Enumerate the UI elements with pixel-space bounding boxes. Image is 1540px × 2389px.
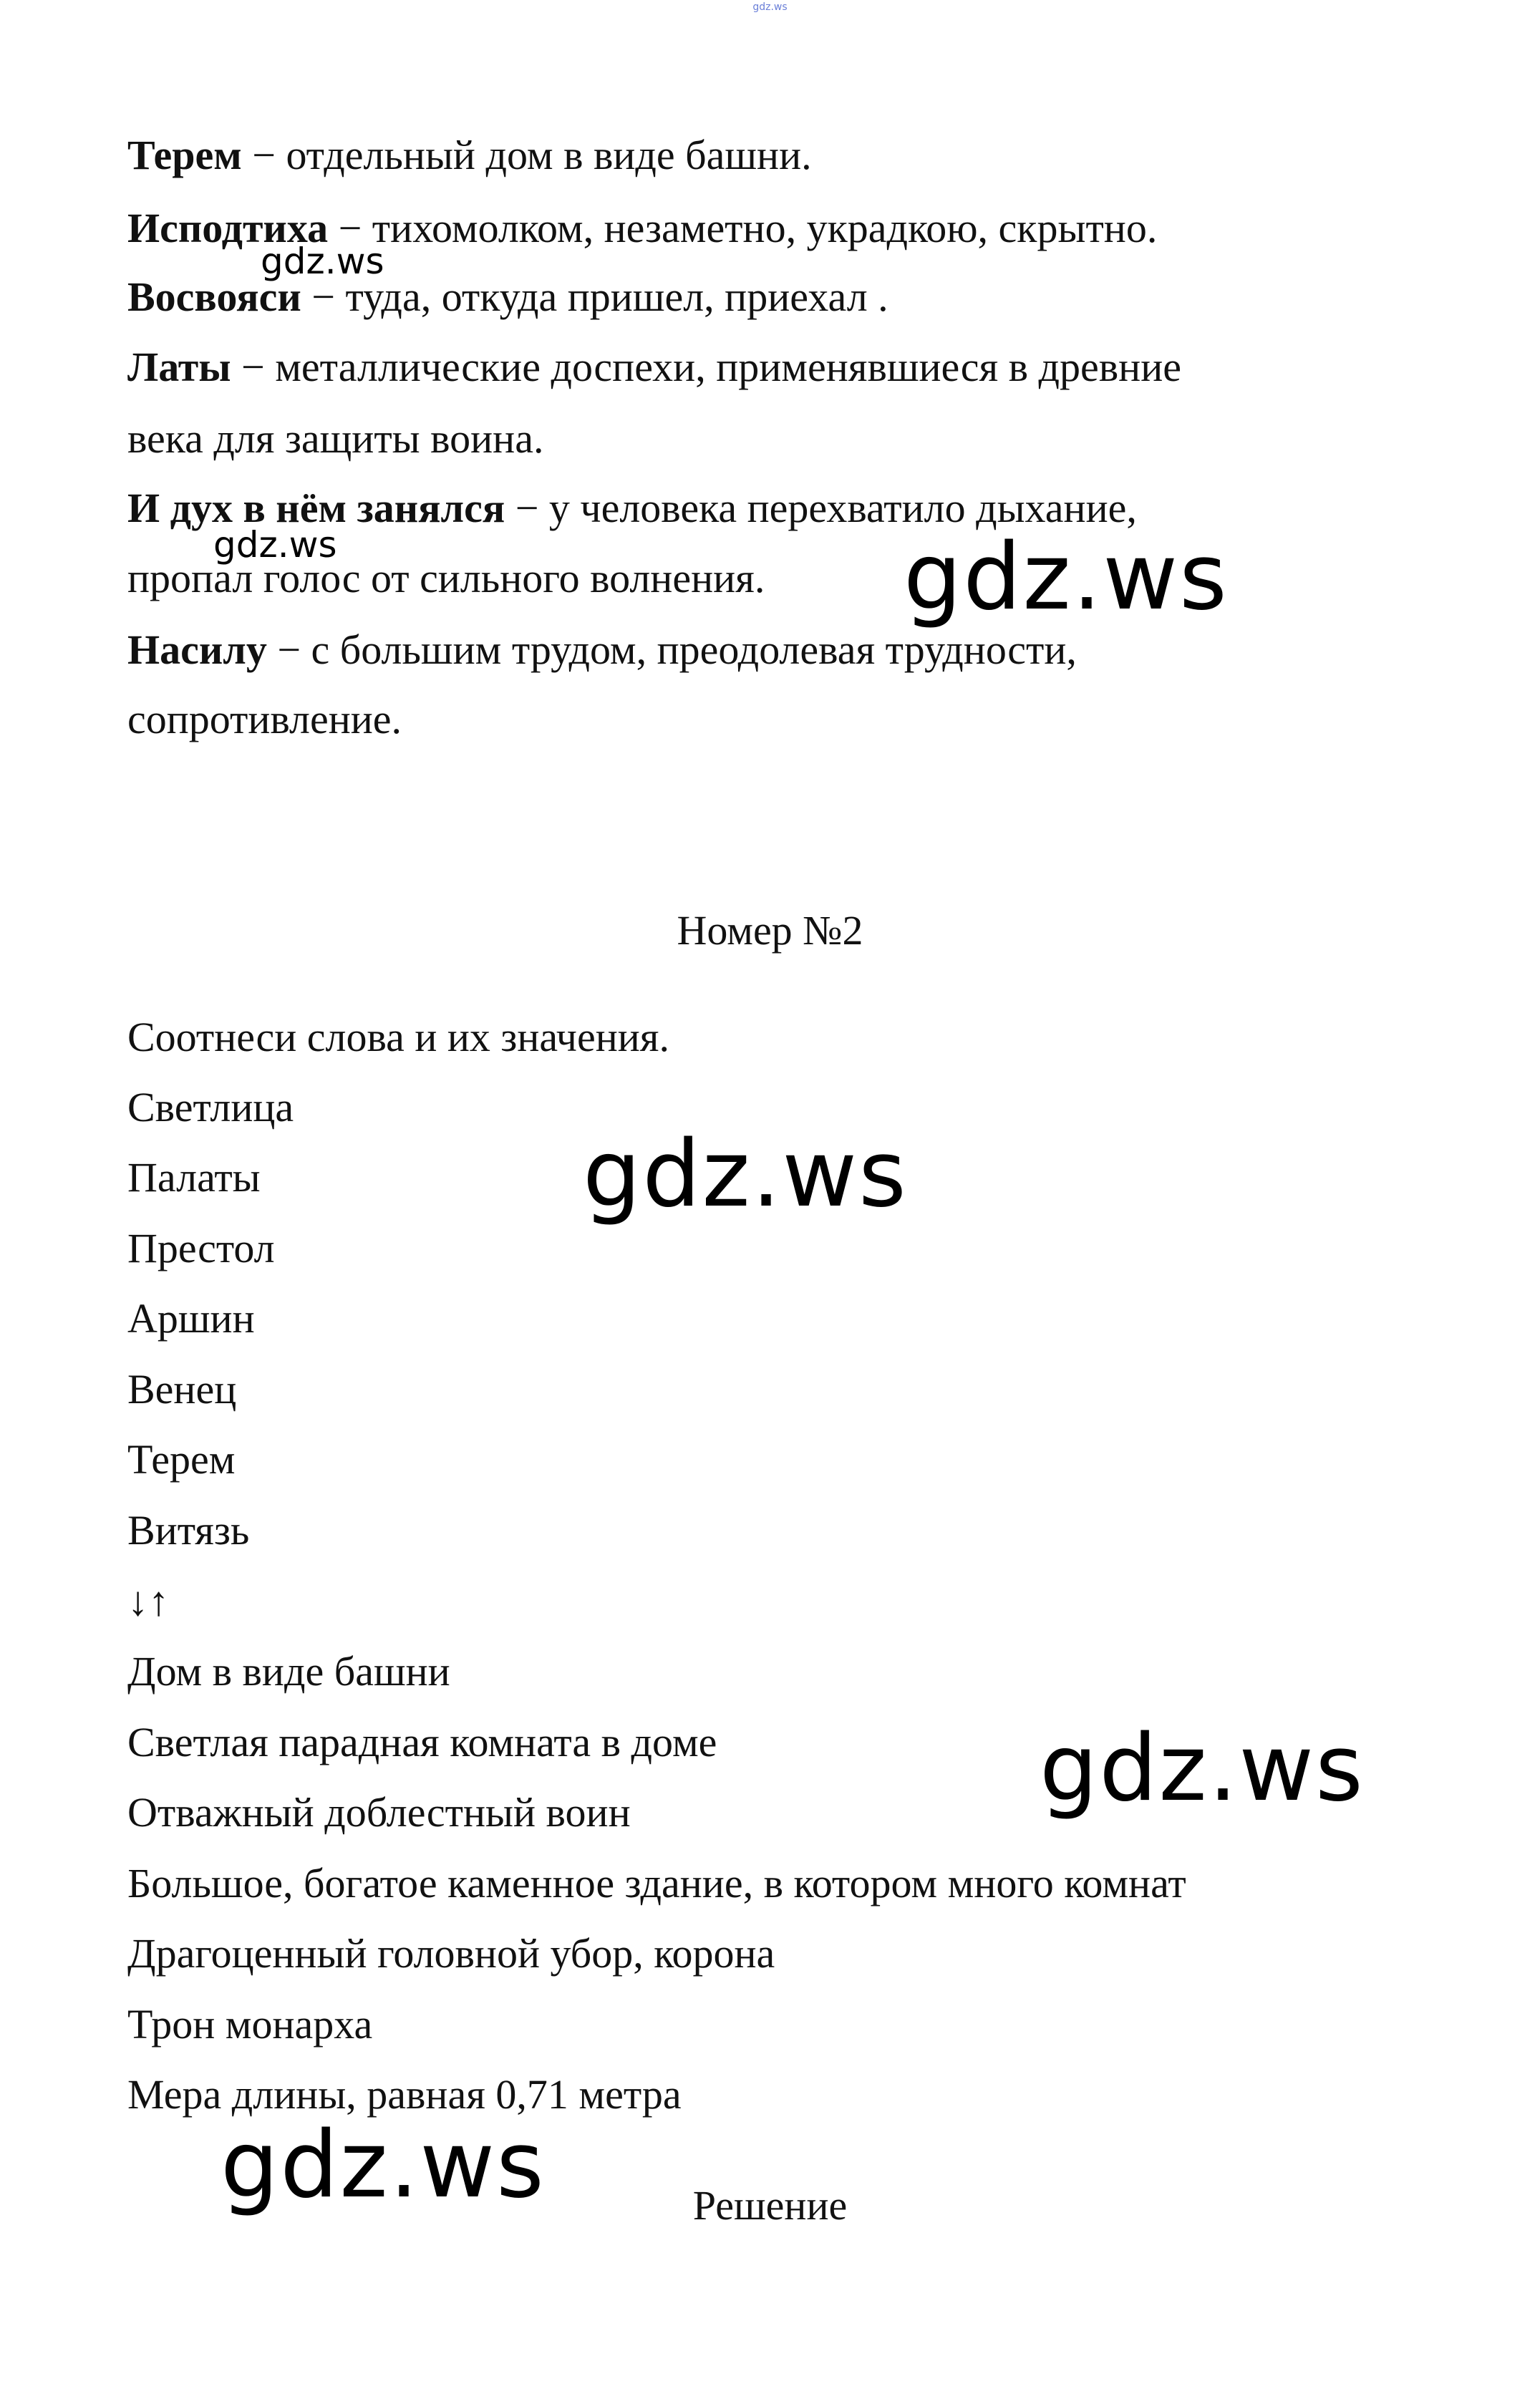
section-title: Номер №2 xyxy=(677,907,863,954)
definition-term: И дух в нём занялся xyxy=(127,485,505,531)
word-item: Палаты xyxy=(127,1154,261,1201)
word-item: Витязь xyxy=(127,1507,250,1554)
definition-line xyxy=(127,272,888,322)
definition-continuation: пропал голос от сильного волнения. xyxy=(127,555,765,601)
watermark: gdz.ws xyxy=(221,2112,546,2219)
definition-term: Восвояси xyxy=(127,273,301,320)
meaning-item: Драгоценный головной убор, корона xyxy=(127,1930,775,1977)
definition-text: − металлические доспехи, применявшиеся в древние xyxy=(231,344,1181,390)
header-watermark: gdz.ws xyxy=(752,1,788,13)
watermark: gdz.ws xyxy=(583,1121,908,1228)
definition-term: Латы xyxy=(127,344,231,390)
definition-text: − тихомолком, незаметно, украдкою, скрытно. xyxy=(328,205,1158,251)
definition-text: − отдельный дом в виде башни. xyxy=(241,132,812,178)
meaning-item: Трон монарха xyxy=(127,2001,373,2048)
word-item: Престол xyxy=(127,1225,275,1271)
meaning-item: Отважный доблестный воин xyxy=(127,1789,631,1836)
definition-continuation: сопротивление. xyxy=(127,696,402,742)
definition-text: − с большим трудом, преодолевая трудности, xyxy=(266,626,1077,673)
definition-line xyxy=(127,130,812,180)
meaning-item: Большое, богатое каменное здание, в котором много комнат xyxy=(127,1860,1186,1906)
definition-text: − у человека перехватило дыхание, xyxy=(505,485,1137,531)
watermark: gdz.ws xyxy=(904,524,1229,631)
definition-line xyxy=(127,625,1077,675)
word-item: Светлица xyxy=(127,1084,294,1130)
meaning-item: Светлая парадная комната в доме xyxy=(127,1719,717,1765)
task-text: Соотнеси слова и их значения. xyxy=(127,1014,669,1060)
word-item: Венец xyxy=(127,1366,237,1412)
watermark: gdz.ws xyxy=(261,241,384,282)
definition-term: Насилу xyxy=(127,626,267,673)
word-item: Терем xyxy=(127,1436,236,1483)
watermark: gdz.ws xyxy=(213,524,337,566)
definition-line xyxy=(127,342,1181,392)
word-item: Аршин xyxy=(127,1295,255,1342)
solution-label: Решение xyxy=(692,2182,848,2229)
definition-continuation: века для защиты воина. xyxy=(127,415,544,462)
definition-term: Терем xyxy=(127,132,242,178)
arrows-symbol: ↓↑ xyxy=(127,1578,169,1624)
definition-text: − туда, откуда пришел, приехал . xyxy=(301,273,888,320)
definition-term: Исподтиха xyxy=(127,205,329,251)
meaning-item: Мера длины, равная 0,71 метра xyxy=(127,2071,682,2118)
watermark: gdz.ws xyxy=(1040,1715,1365,1822)
meaning-item: Дом в виде башни xyxy=(127,1648,450,1695)
